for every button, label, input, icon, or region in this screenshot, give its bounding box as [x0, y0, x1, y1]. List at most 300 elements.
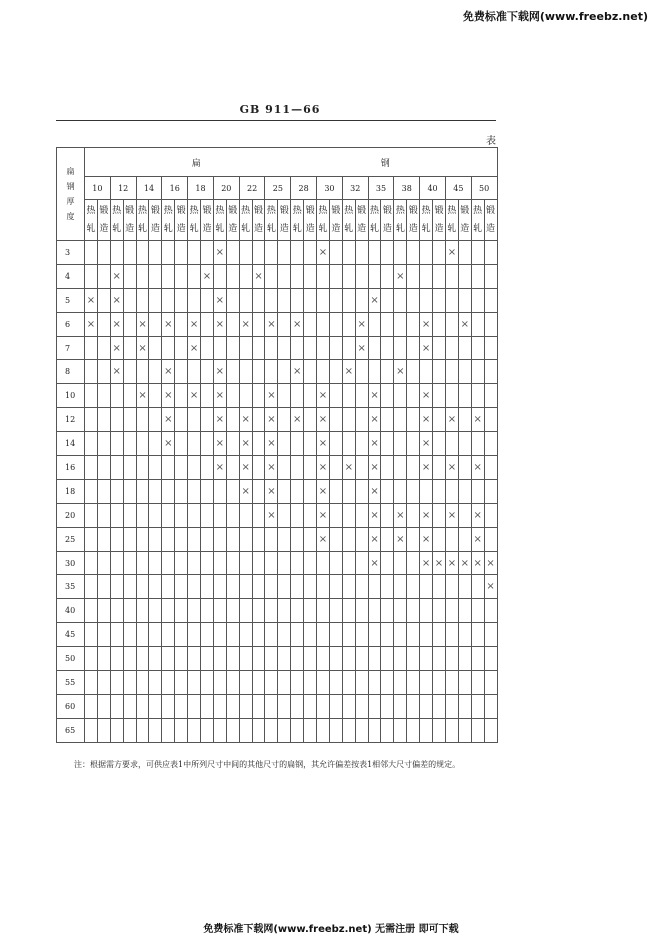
width-header: 40 — [420, 177, 446, 200]
mark-cell — [355, 623, 368, 647]
mark-cell — [97, 623, 110, 647]
mark-cell — [420, 432, 433, 456]
mark-cell — [239, 575, 252, 599]
availability-mark: × — [473, 461, 482, 473]
mark-cell — [458, 408, 471, 432]
width-header: 45 — [445, 177, 471, 200]
mark-cell — [394, 336, 407, 360]
mark-cell — [265, 312, 278, 336]
width-header: 32 — [342, 177, 368, 200]
mark-cell — [458, 671, 471, 695]
mark-cell — [175, 264, 188, 288]
process-header: 锻 造 — [226, 200, 239, 241]
mark-cell — [201, 408, 214, 432]
mark-cell — [317, 694, 330, 718]
availability-mark: × — [421, 438, 431, 450]
mark-cell — [175, 718, 188, 742]
mark-cell — [226, 264, 239, 288]
mark-cell — [420, 336, 433, 360]
mark-cell — [355, 671, 368, 695]
mark-cell — [304, 527, 317, 551]
mark-cell — [149, 694, 162, 718]
mark-cell — [291, 384, 304, 408]
table-row — [57, 360, 498, 384]
mark-cell — [162, 288, 175, 312]
mark-cell — [239, 623, 252, 647]
table-row — [57, 336, 498, 360]
availability-mark: × — [370, 414, 379, 426]
availability-mark: × — [434, 557, 444, 569]
process-header: 热 轧 — [445, 200, 458, 241]
mark-cell — [265, 336, 278, 360]
mark-cell — [445, 479, 458, 503]
mark-cell — [201, 360, 214, 384]
mark-cell — [110, 432, 123, 456]
mark-cell — [188, 718, 201, 742]
mark-cell — [420, 479, 433, 503]
table-row — [57, 384, 498, 408]
mark-cell — [239, 384, 252, 408]
mark-cell — [175, 336, 188, 360]
mark-cell — [175, 360, 188, 384]
mark-cell — [226, 360, 239, 384]
thickness-cell: 10 — [57, 384, 85, 408]
availability-mark: × — [202, 270, 212, 282]
mark-cell — [407, 336, 420, 360]
mark-cell — [85, 503, 98, 527]
mark-cell — [407, 503, 420, 527]
mark-cell — [458, 479, 471, 503]
mark-cell — [110, 503, 123, 527]
availability-mark: × — [241, 461, 250, 473]
mark-cell — [97, 718, 110, 742]
availability-mark: × — [396, 270, 405, 282]
mark-cell — [471, 408, 484, 432]
mark-cell — [97, 599, 110, 623]
width-header: 12 — [110, 177, 136, 200]
mark-cell — [226, 647, 239, 671]
mark-cell — [265, 241, 278, 265]
mark-cell — [458, 336, 471, 360]
process-header: 锻 造 — [484, 200, 497, 241]
availability-mark: × — [241, 485, 250, 497]
availability-mark: × — [421, 342, 431, 354]
mark-cell — [175, 456, 188, 480]
mark-cell — [278, 336, 291, 360]
mark-cell — [471, 241, 484, 265]
mark-cell — [213, 264, 226, 288]
availability-mark: × — [370, 533, 379, 545]
mark-cell — [85, 456, 98, 480]
mark-cell — [265, 384, 278, 408]
mark-cell — [304, 551, 317, 575]
mark-cell — [458, 694, 471, 718]
mark-cell — [291, 694, 304, 718]
mark-cell — [458, 623, 471, 647]
mark-cell — [420, 264, 433, 288]
availability-mark: × — [421, 414, 431, 426]
mark-cell — [252, 527, 265, 551]
process-header: 锻 造 — [175, 200, 188, 241]
table-row — [57, 599, 498, 623]
mark-cell — [85, 312, 98, 336]
mark-cell — [136, 384, 149, 408]
mark-cell — [201, 336, 214, 360]
mark-cell — [317, 360, 330, 384]
mark-cell — [85, 384, 98, 408]
availability-mark: × — [370, 485, 379, 497]
mark-cell — [381, 456, 394, 480]
mark-cell — [291, 360, 304, 384]
mark-cell — [123, 647, 136, 671]
availability-mark: × — [86, 318, 96, 330]
mark-cell — [123, 694, 136, 718]
availability-mark: × — [215, 246, 225, 258]
availability-mark: × — [318, 390, 328, 402]
thickness-cell: 50 — [57, 647, 85, 671]
mark-cell — [291, 575, 304, 599]
mark-cell — [317, 241, 330, 265]
availability-mark: × — [357, 342, 366, 354]
mark-cell — [85, 575, 98, 599]
mark-cell — [175, 288, 188, 312]
mark-cell — [342, 360, 355, 384]
width-header: 18 — [188, 177, 214, 200]
mark-cell — [304, 288, 317, 312]
mark-cell — [420, 647, 433, 671]
width-header: 30 — [317, 177, 343, 200]
mark-cell — [407, 623, 420, 647]
mark-cell — [471, 479, 484, 503]
availability-mark: × — [370, 294, 379, 306]
availability-mark: × — [318, 533, 328, 545]
process-header: 锻 造 — [123, 200, 136, 241]
mark-cell — [420, 503, 433, 527]
mark-cell — [213, 336, 226, 360]
mark-cell — [433, 551, 446, 575]
process-header: 热 轧 — [213, 200, 226, 241]
mark-cell — [471, 599, 484, 623]
mark-cell — [226, 456, 239, 480]
thickness-cell: 45 — [57, 623, 85, 647]
mark-cell — [175, 575, 188, 599]
header-rule — [56, 120, 496, 121]
mark-cell — [188, 264, 201, 288]
mark-cell — [381, 432, 394, 456]
mark-cell — [162, 241, 175, 265]
mark-cell — [394, 647, 407, 671]
mark-cell — [278, 288, 291, 312]
mark-cell — [420, 288, 433, 312]
availability-mark: × — [486, 581, 495, 593]
table-title — [85, 148, 498, 177]
mark-cell — [394, 671, 407, 695]
mark-cell — [123, 408, 136, 432]
mark-cell — [342, 671, 355, 695]
mark-cell — [265, 288, 278, 312]
mark-cell — [342, 599, 355, 623]
mark-cell — [136, 647, 149, 671]
mark-cell — [110, 384, 123, 408]
availability-mark: × — [486, 557, 495, 569]
mark-cell — [265, 623, 278, 647]
mark-cell — [213, 408, 226, 432]
availability-mark: × — [241, 438, 250, 450]
mark-cell — [136, 623, 149, 647]
availability-mark: × — [241, 414, 250, 426]
mark-cell — [265, 671, 278, 695]
mark-cell — [123, 384, 136, 408]
mark-cell — [136, 575, 149, 599]
mark-cell — [239, 527, 252, 551]
mark-cell — [471, 551, 484, 575]
mark-cell — [110, 647, 123, 671]
mark-cell — [97, 456, 110, 480]
mark-cell — [213, 432, 226, 456]
mark-cell — [213, 241, 226, 265]
mark-cell — [278, 551, 291, 575]
mark-cell — [420, 551, 433, 575]
mark-cell — [471, 647, 484, 671]
mark-cell — [433, 456, 446, 480]
mark-cell — [329, 527, 342, 551]
mark-cell — [381, 551, 394, 575]
mark-cell — [433, 432, 446, 456]
mark-cell — [368, 432, 381, 456]
mark-cell — [213, 599, 226, 623]
table-row — [57, 575, 498, 599]
mark-cell — [162, 360, 175, 384]
mark-cell — [317, 432, 330, 456]
table-row — [57, 456, 498, 480]
mark-cell — [239, 503, 252, 527]
mark-cell — [149, 456, 162, 480]
mark-cell — [85, 408, 98, 432]
width-header: 50 — [471, 177, 497, 200]
mark-cell — [342, 288, 355, 312]
mark-cell — [445, 336, 458, 360]
width-header: 35 — [368, 177, 394, 200]
mark-cell — [433, 384, 446, 408]
mark-cell — [394, 432, 407, 456]
mark-cell — [85, 599, 98, 623]
mark-cell — [252, 288, 265, 312]
mark-cell — [252, 264, 265, 288]
mark-cell — [471, 432, 484, 456]
thickness-cell: 20 — [57, 503, 85, 527]
availability-mark: × — [267, 414, 276, 426]
mark-cell — [471, 312, 484, 336]
mark-cell — [265, 718, 278, 742]
thickness-cell: 5 — [57, 288, 85, 312]
mark-cell — [85, 671, 98, 695]
mark-cell — [252, 336, 265, 360]
process-header: 热 轧 — [239, 200, 252, 241]
process-header: 热 轧 — [471, 200, 484, 241]
mark-cell — [239, 599, 252, 623]
availability-mark: × — [215, 438, 225, 450]
mark-cell — [149, 551, 162, 575]
mark-cell — [97, 527, 110, 551]
mark-cell — [239, 241, 252, 265]
mark-cell — [213, 527, 226, 551]
mark-cell — [278, 647, 291, 671]
availability-mark: × — [370, 557, 379, 569]
mark-cell — [329, 671, 342, 695]
mark-cell — [329, 479, 342, 503]
process-header: 热 轧 — [420, 200, 433, 241]
mark-cell — [188, 408, 201, 432]
thickness-cell: 4 — [57, 264, 85, 288]
mark-cell — [175, 241, 188, 265]
mark-cell — [329, 647, 342, 671]
mark-cell — [175, 694, 188, 718]
mark-cell — [85, 264, 98, 288]
mark-cell — [342, 718, 355, 742]
availability-mark: × — [318, 414, 328, 426]
mark-cell — [265, 599, 278, 623]
mark-cell — [110, 479, 123, 503]
mark-cell — [188, 671, 201, 695]
mark-cell — [304, 360, 317, 384]
mark-cell — [239, 408, 252, 432]
mark-cell — [162, 456, 175, 480]
mark-cell — [149, 241, 162, 265]
mark-cell — [175, 599, 188, 623]
availability-mark: × — [421, 509, 431, 521]
mark-cell — [381, 575, 394, 599]
mark-cell — [342, 694, 355, 718]
top-watermark: 免费标准下载网(www.freebz.net) — [462, 10, 648, 23]
availability-mark: × — [138, 342, 147, 354]
mark-cell — [304, 623, 317, 647]
mark-cell — [149, 384, 162, 408]
mark-cell — [162, 671, 175, 695]
mark-cell — [381, 503, 394, 527]
availability-mark: × — [370, 438, 379, 450]
mark-cell — [368, 312, 381, 336]
mark-cell — [291, 623, 304, 647]
mark-cell — [458, 384, 471, 408]
mark-cell — [342, 408, 355, 432]
mark-cell — [342, 312, 355, 336]
mark-cell — [123, 479, 136, 503]
process-header: 锻 造 — [149, 200, 162, 241]
thickness-cell: 30 — [57, 551, 85, 575]
mark-cell — [97, 288, 110, 312]
mark-cell — [291, 479, 304, 503]
mark-cell — [188, 360, 201, 384]
mark-cell — [420, 527, 433, 551]
mark-cell — [329, 575, 342, 599]
mark-cell — [420, 408, 433, 432]
mark-cell — [85, 647, 98, 671]
mark-cell — [213, 360, 226, 384]
process-header: 锻 造 — [329, 200, 342, 241]
mark-cell — [252, 599, 265, 623]
mark-cell — [252, 241, 265, 265]
mark-cell — [368, 551, 381, 575]
availability-mark: × — [421, 318, 431, 330]
mark-cell — [265, 456, 278, 480]
mark-cell — [188, 623, 201, 647]
mark-cell — [445, 718, 458, 742]
mark-cell — [201, 479, 214, 503]
availability-mark: × — [254, 270, 263, 282]
mark-cell — [201, 671, 214, 695]
mark-cell — [252, 623, 265, 647]
mark-cell — [484, 432, 497, 456]
mark-cell — [381, 264, 394, 288]
mark-cell — [329, 623, 342, 647]
mark-cell — [97, 241, 110, 265]
mark-cell — [433, 264, 446, 288]
mark-cell — [304, 503, 317, 527]
mark-cell — [394, 599, 407, 623]
mark-cell — [420, 384, 433, 408]
mark-cell — [239, 694, 252, 718]
mark-cell — [278, 264, 291, 288]
mark-cell — [162, 432, 175, 456]
thickness-cell: 8 — [57, 360, 85, 384]
mark-cell — [355, 575, 368, 599]
mark-cell — [97, 479, 110, 503]
mark-cell — [110, 360, 123, 384]
mark-cell — [329, 312, 342, 336]
mark-cell — [484, 551, 497, 575]
mark-cell — [239, 288, 252, 312]
process-header: 锻 造 — [97, 200, 110, 241]
mark-cell — [484, 384, 497, 408]
table-row — [57, 527, 498, 551]
mark-cell — [317, 312, 330, 336]
availability-mark: × — [318, 246, 328, 258]
mark-cell — [85, 551, 98, 575]
width-header: 25 — [265, 177, 291, 200]
mark-cell — [136, 671, 149, 695]
mark-cell — [394, 694, 407, 718]
mark-cell — [239, 718, 252, 742]
mark-cell — [278, 408, 291, 432]
mark-cell — [265, 647, 278, 671]
mark-cell — [484, 527, 497, 551]
availability-mark: × — [267, 485, 276, 497]
mark-cell — [458, 360, 471, 384]
mark-cell — [226, 479, 239, 503]
mark-cell — [252, 432, 265, 456]
table-row — [57, 503, 498, 527]
mark-cell — [213, 623, 226, 647]
mark-cell — [136, 264, 149, 288]
availability-mark: × — [164, 438, 173, 450]
mark-cell — [458, 456, 471, 480]
mark-cell — [162, 647, 175, 671]
mark-cell — [123, 503, 136, 527]
mark-cell — [342, 479, 355, 503]
mark-cell — [97, 551, 110, 575]
mark-cell — [201, 456, 214, 480]
mark-cell — [201, 647, 214, 671]
mark-cell — [252, 671, 265, 695]
thickness-cell: 18 — [57, 479, 85, 503]
mark-cell — [162, 264, 175, 288]
mark-cell — [445, 241, 458, 265]
mark-cell — [394, 288, 407, 312]
mark-cell — [162, 527, 175, 551]
availability-mark: × — [370, 390, 379, 402]
mark-cell — [368, 479, 381, 503]
mark-cell — [188, 336, 201, 360]
